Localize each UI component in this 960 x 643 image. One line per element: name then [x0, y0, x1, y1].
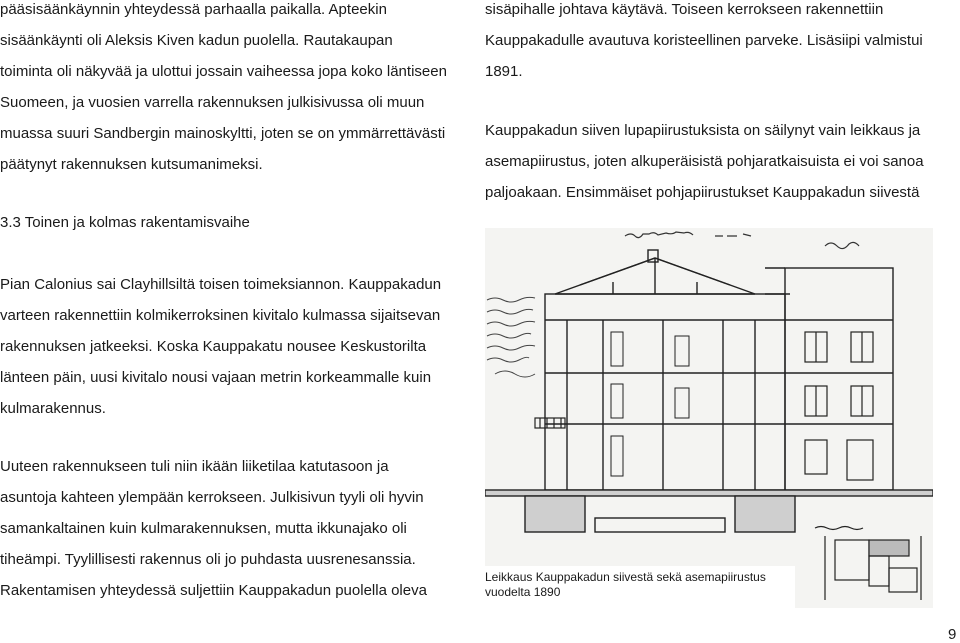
text-line: rakennuksen jatkeeksi. Koska Kauppakatu nousee Keskustorilta: [0, 338, 427, 355]
right-paragraph-1: [485, 0, 933, 87]
section-heading: 3.3 Toinen ja kolmas rakentamisvaihe: [0, 214, 250, 231]
handwritten-notes: [487, 297, 535, 377]
handwritten-title: [625, 232, 859, 249]
text-line: toiminta oli näkyvää ja ulottui jossain vaiheessa jopa koko läntiseen: [0, 63, 447, 80]
caption-line: vuodelta 1890: [485, 585, 561, 599]
text-line: varteen rakennettiin kolmikerroksinen kivitalo kulmassa sijaitsevan: [0, 307, 441, 324]
facade-windows: [805, 332, 873, 480]
text-line: päätynyt rakennuksen kutsumanimeksi.: [0, 156, 263, 173]
text-line: asuntoja kahteen ylempään kerrokseen. Julkisivun tyyli oli hyvin: [0, 489, 424, 506]
text-line: länteen päin, uusi kivitalo nousi vajaan metrin korkeammalle kuin: [0, 369, 432, 386]
caption-line: Leikkaus Kauppakadun siivestä sekä asemapiirustus: [485, 570, 766, 584]
text-line: Pian Calonius sai Clayhillsiltä toisen toimeksiannon. Kauppakadun: [0, 276, 442, 293]
text-line: pääsisäänkäynnin yhteydessä parhaalla paikalla. Apteekin: [0, 1, 387, 18]
right-paragraph-2: [485, 115, 933, 208]
text-line: Rakentamisen yhteydessä suljettiin Kauppakadun puolella oleva: [0, 582, 427, 599]
text-line: 1891.: [485, 63, 523, 80]
figure-caption: [485, 566, 795, 608]
text-line: Uuteen rakennukseen tuli niin ikään liiketilaa katutasoon ja: [0, 458, 389, 475]
section-drawing-svg: [485, 228, 933, 608]
left-paragraph-2: [0, 269, 448, 424]
left-paragraph-3: [0, 451, 448, 606]
text-line: sisäpihalle johtava käytävä. Toiseen kerrokseen rakennettiin: [485, 1, 884, 18]
text-line: sisäänkäynti oli Aleksis Kiven kadun puolella. Rautakaupan: [0, 32, 393, 49]
architectural-drawing-figure: [485, 228, 933, 608]
text-line: Kauppakadulle avautuva koristeellinen parveke. Lisäsiipi valmistui: [485, 32, 923, 49]
text-line: muassa suuri Sandbergin mainoskyltti, joten se on ymmärrettävästi: [0, 125, 446, 142]
text-line: paljoakaan. Ensimmäiset pohjapiirustukset Kauppakadun siivestä: [485, 184, 920, 201]
text-line: asemapiirustus, joten alkuperäisistä pohjaratkaisuista ei voi sanoa: [485, 153, 924, 170]
text-line: samankaltainen kuin kulmarakennuksen, mutta ikkunajako oli: [0, 520, 407, 537]
site-plan: [815, 527, 921, 601]
text-line: Kauppakadun siiven lupapiirustuksista on säilynyt vain leikkaus ja: [485, 122, 921, 139]
foundation: [485, 490, 933, 532]
page-number: 9: [948, 626, 957, 643]
interior-doors: [611, 332, 689, 476]
building-section: [545, 268, 893, 490]
left-paragraph-1: [0, 0, 448, 180]
text-line: Suomeen, ja vuosien varrella rakennuksen julkisivussa oli muun: [0, 94, 425, 111]
text-line: kulmarakennus.: [0, 400, 106, 417]
text-line: tiheämpi. Tyylillisesti rakennus oli jo puhdasta uusrenesanssia.: [0, 551, 416, 568]
roof-section: [555, 250, 790, 294]
balcony: [535, 418, 565, 428]
